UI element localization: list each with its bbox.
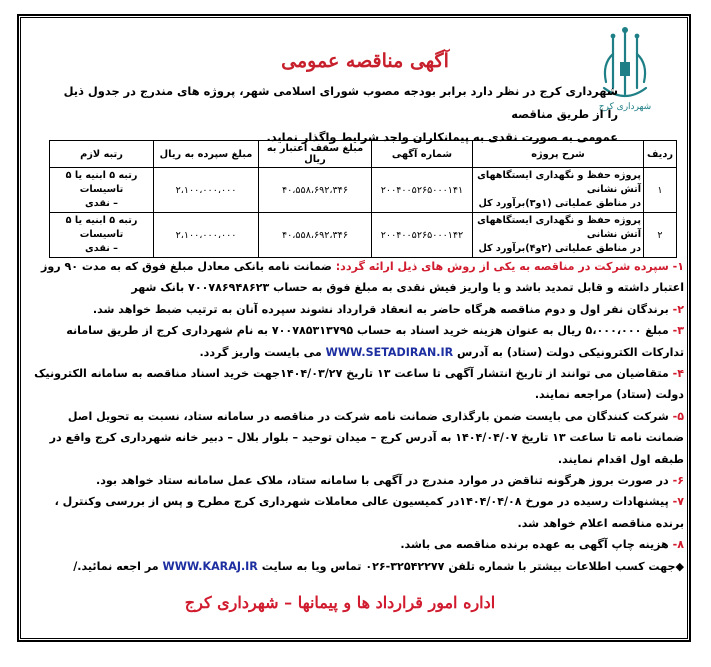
project-description-line-2: در مناطق عملیاتی (۱و۳)برآورد کل — [478, 198, 641, 209]
required-grade-line-2: – نقدی — [85, 198, 118, 209]
required-grade-line-1: رتبه ۵ ابنیه یا ۵ تاسیسات — [65, 215, 138, 240]
condition-4-number: ۴- — [672, 367, 684, 381]
condition-1 — [26, 256, 684, 299]
setadiran-link[interactable]: WWW.SETADIRAN.IR — [325, 345, 454, 359]
footer-signature: اداره امور قرارداد ها و پیمانها – شهرداری کرج — [184, 593, 496, 612]
notice-number: ۲۰۰۴۰۰۵۲۶۵۰۰۰۱۴۱ — [372, 168, 473, 213]
project-description-line-1: پروژه حفظ و نگهداری ایستگاههای آتش نشانی — [477, 170, 641, 195]
condition-3-number: ۳- — [672, 324, 684, 338]
condition-2-number: ۲- — [672, 302, 684, 316]
conditions-list — [26, 256, 684, 577]
row-number: ۲ — [644, 213, 677, 258]
deposit-amount: ۲،۱۰۰،۰۰۰،۰۰۰ — [154, 168, 259, 213]
contact-text: ◆جهت کسب اطلاعات بیشتر با شماره تلفن ۳۲۵۴۲۲۷۷-۰۲۶ تماس ویا به سایت — [261, 559, 684, 573]
condition-3 — [26, 320, 684, 363]
notice-title: آگهی مناقصه عمومی — [281, 50, 449, 72]
project-description-line-1: پروژه حفظ و نگهداری ایستگاههای آتش نشانی — [477, 215, 641, 240]
project-description — [473, 168, 644, 213]
project-description — [473, 213, 644, 258]
condition-6 — [26, 470, 684, 491]
condition-1-text: ضمانت نامه بانکی معادل مبلغ فوق که به مدت ۹۰ روز اعتبار داشته و قابل تمدید باشد و یا واریز فیش نقدی به مبلغ فوق به حساب ۷۰۰۷۸۶۹۴۸۶۲۳ بانک شهر — [40, 260, 684, 295]
header-notice-number: شماره آگهی — [372, 141, 473, 168]
condition-8 — [26, 534, 684, 555]
required-grade — [50, 213, 154, 258]
condition-2-text: برندگان نفر اول و دوم مناقصه هرگاه حاضر به انعقاد قرارداد نشوند سپرده آنان به ترتیب ضبط خواهد شد. — [92, 302, 673, 316]
logo-caption: شهرداری کرج — [598, 102, 652, 112]
notice-intro — [58, 80, 618, 149]
required-grade-line-2: – نقدی — [85, 243, 118, 254]
condition-4-text: متقاضیان می توانند از تاریخ انتشار آگهی تا ساعت ۱۳ تاریخ ۱۴۰۴/۰۳/۲۷جهت خرید اسناد مناقصه به سامانه الکترونیک دولت (ستاد) مراجعه نمایند. — [34, 367, 684, 402]
condition-4 — [26, 363, 684, 406]
required-grade-line-1: رتبه ۵ ابنیه یا ۵ تاسیسات — [65, 170, 138, 195]
condition-5-number: ۵- — [672, 409, 684, 423]
ceiling-amount: ۴۰،۵۵۸،۶۹۲،۳۴۶ — [259, 168, 372, 213]
condition-3-text: مبلغ ۵،۰۰۰،۰۰۰ ریال به عنوان هزینه خرید اسناد به حساب ۷۰۰۷۸۵۳۱۳۷۹۵ به نام شهرداری کرج از طریق سامانه تدارکات الکترونیکی دولت (ستاد) به آدرس — [66, 324, 684, 359]
condition-1-heading: ۱- سپرده شرکت در مناقصه به یکی از روش های ذیل ارائه گردد: — [335, 260, 684, 273]
notice-number: ۲۰۰۴۰۰۵۲۶۵۰۰۰۱۴۲ — [372, 213, 473, 258]
table-row — [50, 168, 677, 213]
header-project-description: شرح پروژه — [473, 141, 644, 168]
condition-6-text: در صورت بروز هرگونه تناقض در موارد مندرج در آگهی با سامانه ستاد، ملاک عمل سامانه ستاد خواهد بود. — [95, 474, 673, 488]
deposit-amount: ۲،۱۰۰،۰۰۰،۰۰۰ — [154, 213, 259, 258]
contact-info — [26, 556, 684, 577]
header-deposit-amount: مبلغ سپرده به ریال — [154, 141, 259, 168]
row-number: ۱ — [644, 168, 677, 213]
table-row — [50, 213, 677, 258]
header-ceiling-amount: مبلغ سقف اعتبار به ریال — [259, 141, 372, 168]
required-grade — [50, 168, 154, 213]
header-row-number: ردیف — [644, 141, 677, 168]
condition-7 — [26, 491, 684, 534]
condition-7-text: پیشنهادات رسیده در مورخ ۱۴۰۴/۰۴/۰۸در کمیسیون عالی معاملات شهرداری کرج مطرح و پس از بررسی وکنترل ، برنده مناقصه اعلام خواهد شد. — [54, 495, 684, 530]
table-header-row — [50, 141, 677, 168]
ceiling-amount: ۴۰،۵۵۸،۶۹۲،۳۴۶ — [259, 213, 372, 258]
condition-3-text-end: می بایست واریز گردد. — [199, 345, 326, 359]
project-description-line-2: در مناطق عملیاتی (۲و۴)برآورد کل — [478, 243, 641, 254]
intro-line-2: عمومی به صورت نقدی به پیمانکاران واجد شرایط واگذار نماید. — [266, 130, 618, 144]
projects-table — [49, 140, 677, 258]
condition-6-number: ۶- — [672, 474, 684, 488]
intro-line-1: شهرداری کرج در نظر دارد برابر بودجه مصوب شورای اسلامی شهر، پروژه های مندرج در جدول ذیل را از طریق مناقصه — [63, 84, 618, 121]
header-required-grade: رتبه لازم — [50, 141, 154, 168]
condition-2 — [26, 299, 684, 320]
condition-8-number: ۸- — [672, 538, 684, 552]
karaj-website-link[interactable]: WWW.KARAJ.IR — [162, 559, 258, 573]
condition-5-text: شرکت کنندگان می بایست ضمن بارگذاری ضمانت نامه شرکت در مناقصه در سامانه ستاد، نسبت به تحویل اصل ضمانت نامه تا ساعت ۱۳ تاریخ ۱۴۰۴/۰۴/۰۷ به آدرس کرج – میدان توحید – بلوار بلال – دبیر خانه شهرداری کرج واقع در طبقه اول اقدام نمایند. — [49, 409, 684, 466]
condition-8-text: هزینه چاپ آگهی به عهده برنده مناقصه می باشد. — [400, 538, 673, 552]
condition-5 — [26, 406, 684, 470]
contact-text-end: مر اجعه نمائید./ — [73, 559, 163, 573]
condition-7-number: ۷- — [672, 495, 684, 509]
